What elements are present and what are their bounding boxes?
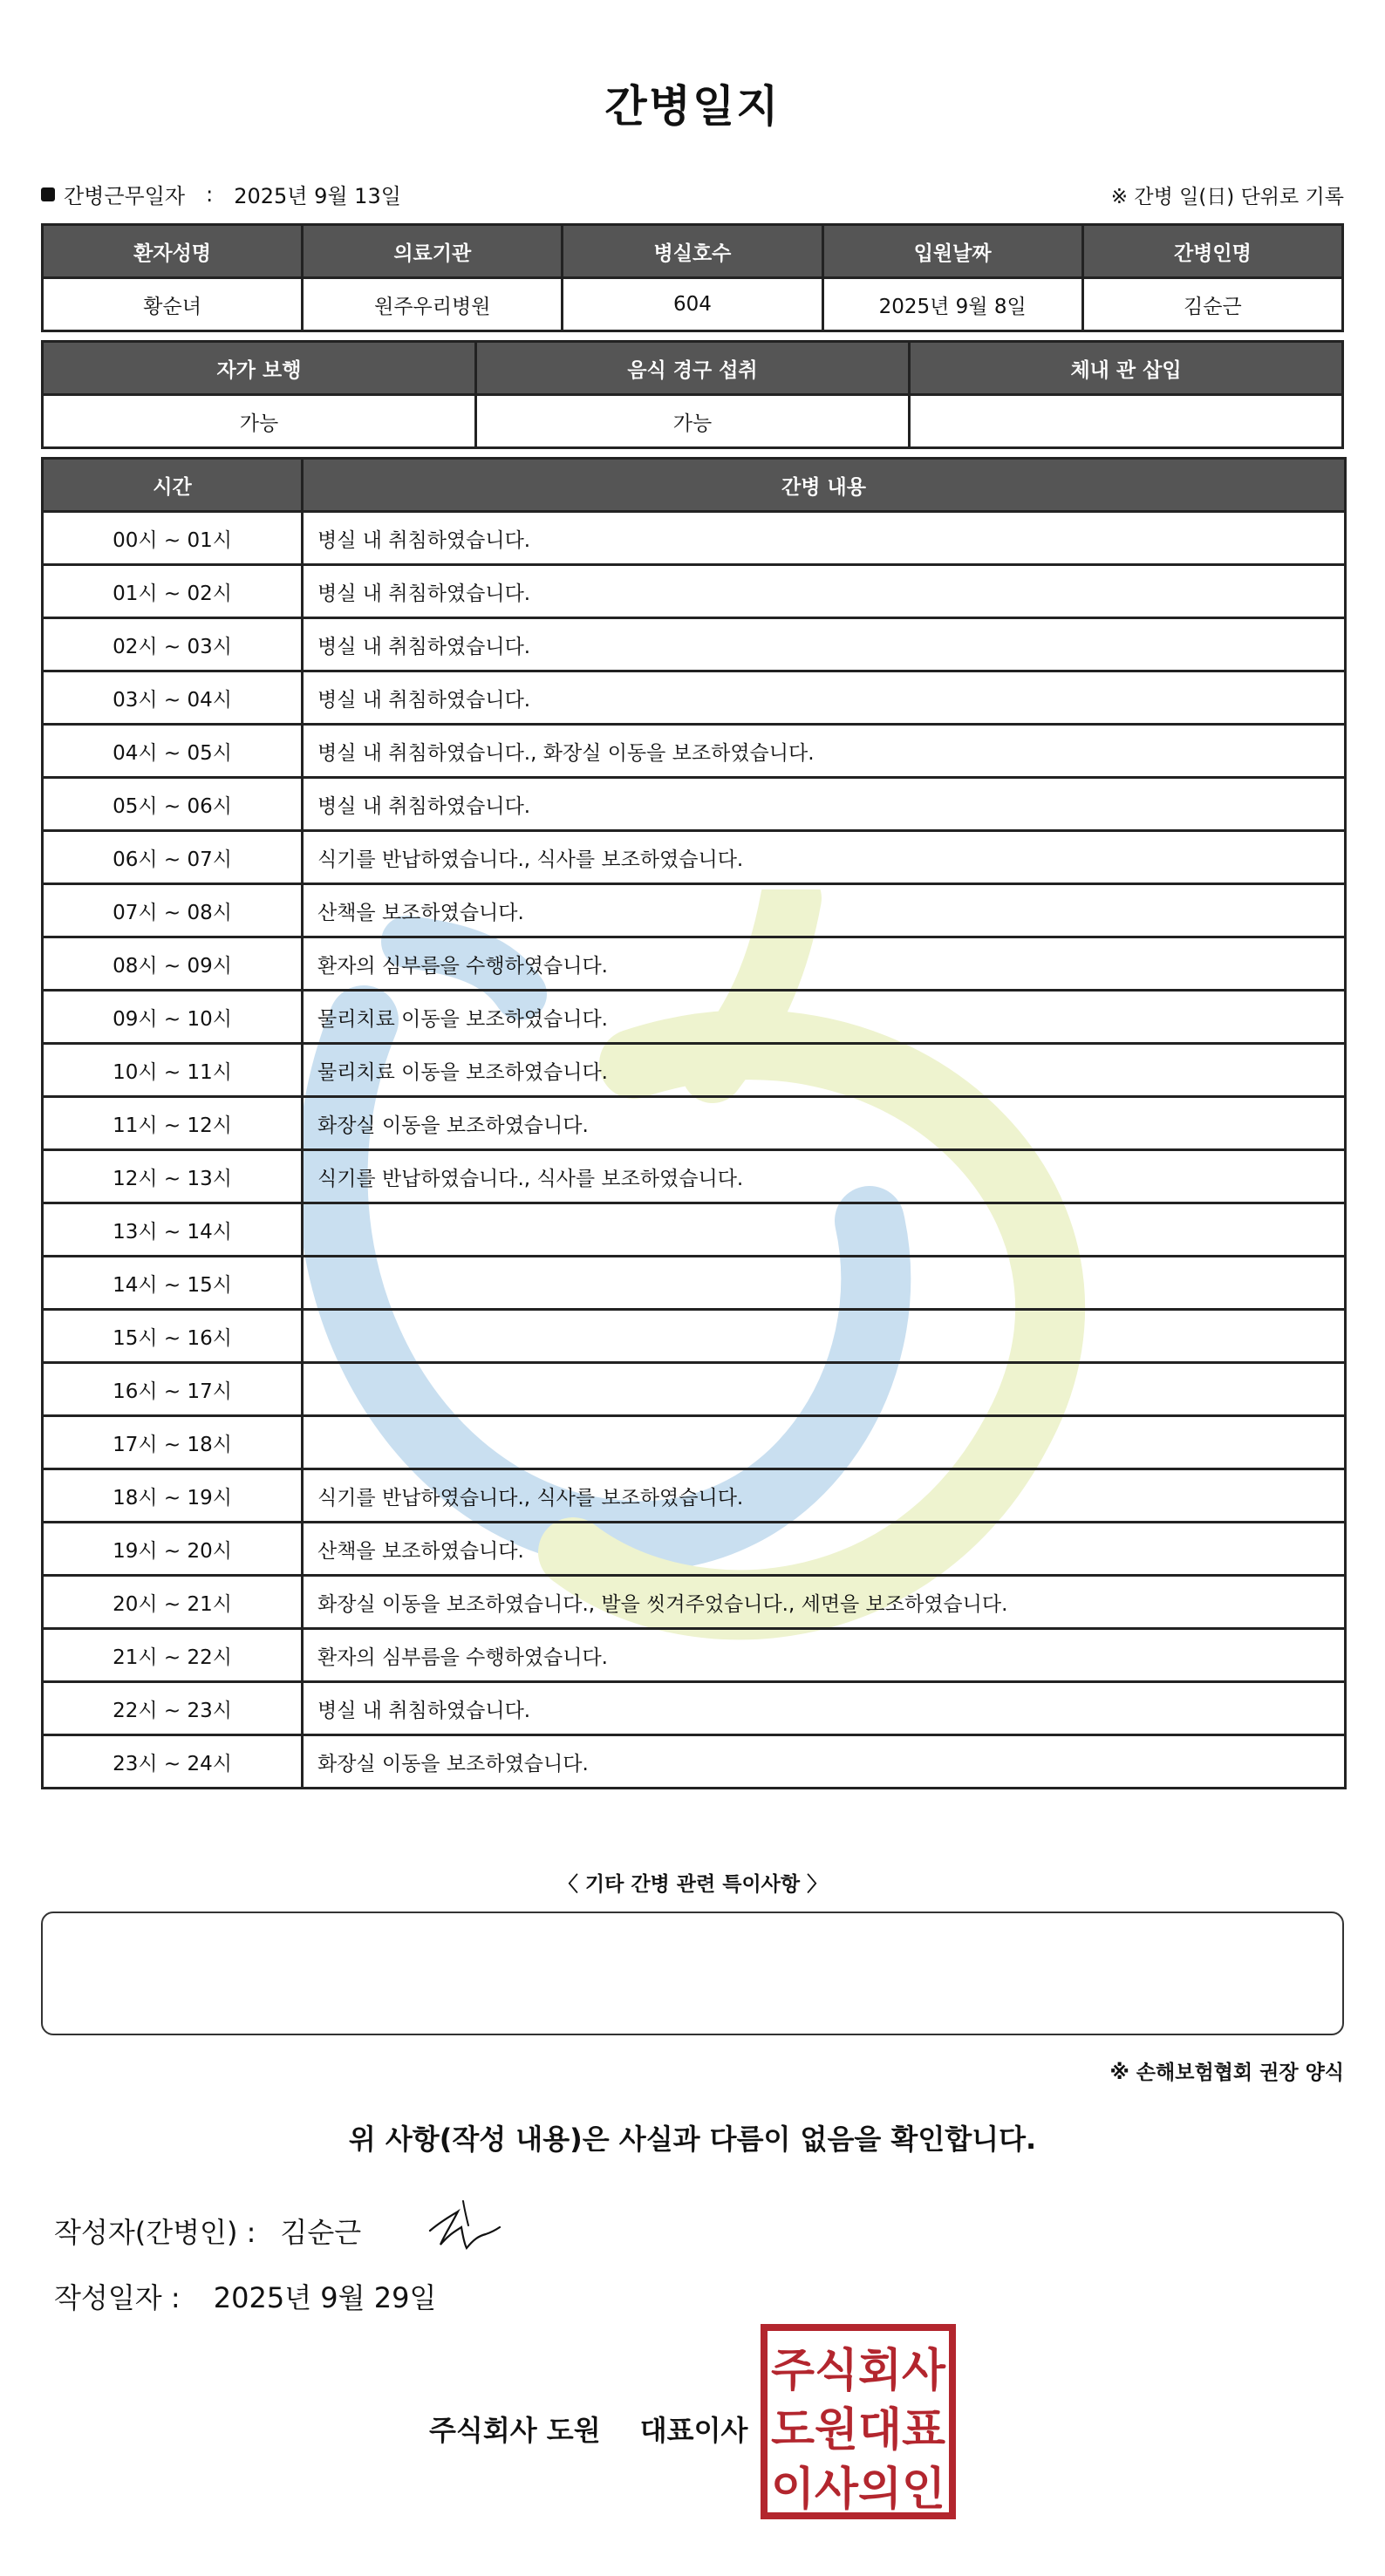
oral-intake-header: 음식 경구 섭취 [476,342,910,395]
care-log-row [43,512,1346,565]
care-log-row [43,1363,1346,1416]
care-log-row [43,937,1346,991]
care-log-content: 산책을 보조하였습니다. [303,1523,1346,1576]
recommendation-note: ※ 손해보험협회 권장 양식 [1109,2061,1344,2084]
admission-date-value: 2025년 9월 8일 [822,278,1082,331]
company-signature-line [429,2409,747,2449]
care-log-content: 물리치료 이동을 보조하였습니다. [303,1044,1346,1097]
tube-insertion-value [910,395,1343,448]
work-date-label: 간병근무일자 [64,184,186,208]
page-title: 간병일지 [604,81,781,132]
care-log-row [43,565,1346,618]
care-log-row [43,778,1346,831]
care-log-content: 병실 내 취침하였습니다. [303,512,1346,565]
author-name: 김순근 [280,2216,362,2249]
patient-info-header-row [43,225,1343,278]
care-log-time: 22시 ~ 23시 [43,1682,303,1735]
company-seal-stamp [760,2323,957,2520]
written-date-label: 작성일자 : [54,2281,181,2314]
patient-name-header: 환자성명 [43,225,303,278]
care-log-content: 병실 내 취침하였습니다. [303,778,1346,831]
care-log-content [303,1416,1346,1469]
care-log-content: 화장실 이동을 보조하였습니다. [303,1735,1346,1789]
oral-intake-value: 가능 [476,395,910,448]
care-log-time: 01시 ~ 02시 [43,565,303,618]
time-header: 시간 [43,459,303,512]
care-log-row [43,1416,1346,1469]
care-log-content: 병실 내 취침하였습니다. [303,618,1346,671]
care-log-time: 07시 ~ 08시 [43,884,303,937]
work-date-value: 2025년 9월 13일 [234,184,401,208]
remarks-title: 〈 기타 간병 관련 특이사항 〉 [557,1873,828,1896]
care-log-row [43,618,1346,671]
care-log-content: 화장실 이동을 보조하였습니다. [303,1097,1346,1150]
care-log-row [43,884,1346,937]
hospital-header: 의료기관 [303,225,563,278]
care-log-time: 21시 ~ 22시 [43,1629,303,1682]
author-row [54,2211,361,2251]
seal-line-3: 이사의인 [771,2464,945,2516]
tube-insertion-header: 체내 관 삽입 [910,342,1343,395]
care-log-time: 00시 ~ 01시 [43,512,303,565]
care-log-row [43,1629,1346,1682]
care-log-time: 23시 ~ 24시 [43,1735,303,1789]
care-log-time: 02시 ~ 03시 [43,618,303,671]
room-number-value: 604 [563,278,822,331]
caregiver-name-header: 간병인명 [1082,225,1342,278]
work-date [41,179,401,209]
care-log-content: 병실 내 취침하였습니다. [303,1682,1346,1735]
care-log-time: 16시 ~ 17시 [43,1363,303,1416]
confirmation-statement: 위 사항(작성 내용)은 사실과 다름이 없음을 확인합니다. [348,2123,1037,2156]
patient-name-value: 황순녀 [43,278,303,331]
care-log-row [43,1310,1346,1363]
author-label: 작성자(간병인) : [54,2216,256,2249]
patient-status-header-row [43,342,1343,395]
care-log-row [43,1097,1346,1150]
care-log-row [43,1044,1346,1097]
care-log-content: 병실 내 취침하였습니다., 화장실 이동을 보조하였습니다. [303,725,1346,778]
representative-title: 대표이사 [639,2414,748,2447]
caregiver-name-value: 김순근 [1082,278,1342,331]
care-log-content [303,1363,1346,1416]
care-log-row [43,831,1346,884]
care-log-time: 18시 ~ 19시 [43,1469,303,1523]
care-log-time: 15시 ~ 16시 [43,1310,303,1363]
care-log-time: 03시 ~ 04시 [43,671,303,725]
care-log-time: 12시 ~ 13시 [43,1150,303,1203]
care-log-time: 08시 ~ 09시 [43,937,303,991]
care-log-time: 13시 ~ 14시 [43,1203,303,1257]
care-log-row [43,1469,1346,1523]
care-log-content: 환자의 심부름을 수행하였습니다. [303,937,1346,991]
care-log-content: 식기를 반납하였습니다., 식사를 보조하였습니다. [303,1150,1346,1203]
care-log-time: 19시 ~ 20시 [43,1523,303,1576]
care-log-row [43,1523,1346,1576]
care-log-row [43,1735,1346,1789]
care-log-row [43,1257,1346,1310]
care-log-table [41,457,1347,1789]
patient-info-table [41,223,1344,332]
handwritten-signature [425,2196,503,2257]
seal-line-2: 도원대표 [771,2404,945,2457]
care-log-time: 06시 ~ 07시 [43,831,303,884]
care-log-row [43,725,1346,778]
self-walking-value: 가능 [43,395,476,448]
care-log-row [43,1576,1346,1629]
seal-line-1: 주식회사 [771,2345,946,2397]
care-log-time: 11시 ~ 12시 [43,1097,303,1150]
written-date-row [54,2276,436,2316]
care-log-content: 병실 내 취침하였습니다. [303,565,1346,618]
record-unit-note: ※ 간병 일(日) 단위로 기록 [1110,186,1344,208]
care-log-content: 물리치료 이동을 보조하였습니다. [303,991,1346,1044]
patient-status-table [41,340,1344,449]
company-name: 주식회사 도원 [429,2414,601,2447]
care-log-content [303,1310,1346,1363]
care-log-time: 14시 ~ 15시 [43,1257,303,1310]
care-log-content: 환자의 심부름을 수행하였습니다. [303,1629,1346,1682]
room-number-header: 병실호수 [563,225,822,278]
square-bullet-icon [41,187,55,201]
remarks-box [41,1912,1344,2035]
care-log-row [43,1150,1346,1203]
patient-info-value-row [43,278,1343,331]
care-log-time: 09시 ~ 10시 [43,991,303,1044]
care-log-time: 05시 ~ 06시 [43,778,303,831]
hospital-value: 원주우리병원 [303,278,563,331]
care-log-content: 산책을 보조하였습니다. [303,884,1346,937]
care-content-header: 간병 내용 [303,459,1346,512]
self-walking-header: 자가 보행 [43,342,476,395]
care-log-time: 20시 ~ 21시 [43,1576,303,1629]
work-date-separator: : [206,181,214,207]
care-log-content: 식기를 반납하였습니다., 식사를 보조하였습니다. [303,831,1346,884]
care-log-row [43,991,1346,1044]
care-log-header-row [43,459,1346,512]
care-log-content: 병실 내 취침하였습니다. [303,671,1346,725]
care-log-time: 04시 ~ 05시 [43,725,303,778]
care-log-time: 10시 ~ 11시 [43,1044,303,1097]
care-log-content: 식기를 반납하였습니다., 식사를 보조하였습니다. [303,1469,1346,1523]
patient-status-value-row [43,395,1343,448]
care-log-time: 17시 ~ 18시 [43,1416,303,1469]
care-log-content: 화장실 이동을 보조하였습니다., 발을 씻겨주었습니다., 세면을 보조하였습니다. [303,1576,1346,1629]
care-log-row [43,1203,1346,1257]
care-log-row [43,1682,1346,1735]
care-log-row [43,671,1346,725]
care-log-content [303,1257,1346,1310]
care-log-content [303,1203,1346,1257]
written-date-value: 2025년 9월 29일 [213,2281,437,2314]
admission-date-header: 입원날짜 [822,225,1082,278]
